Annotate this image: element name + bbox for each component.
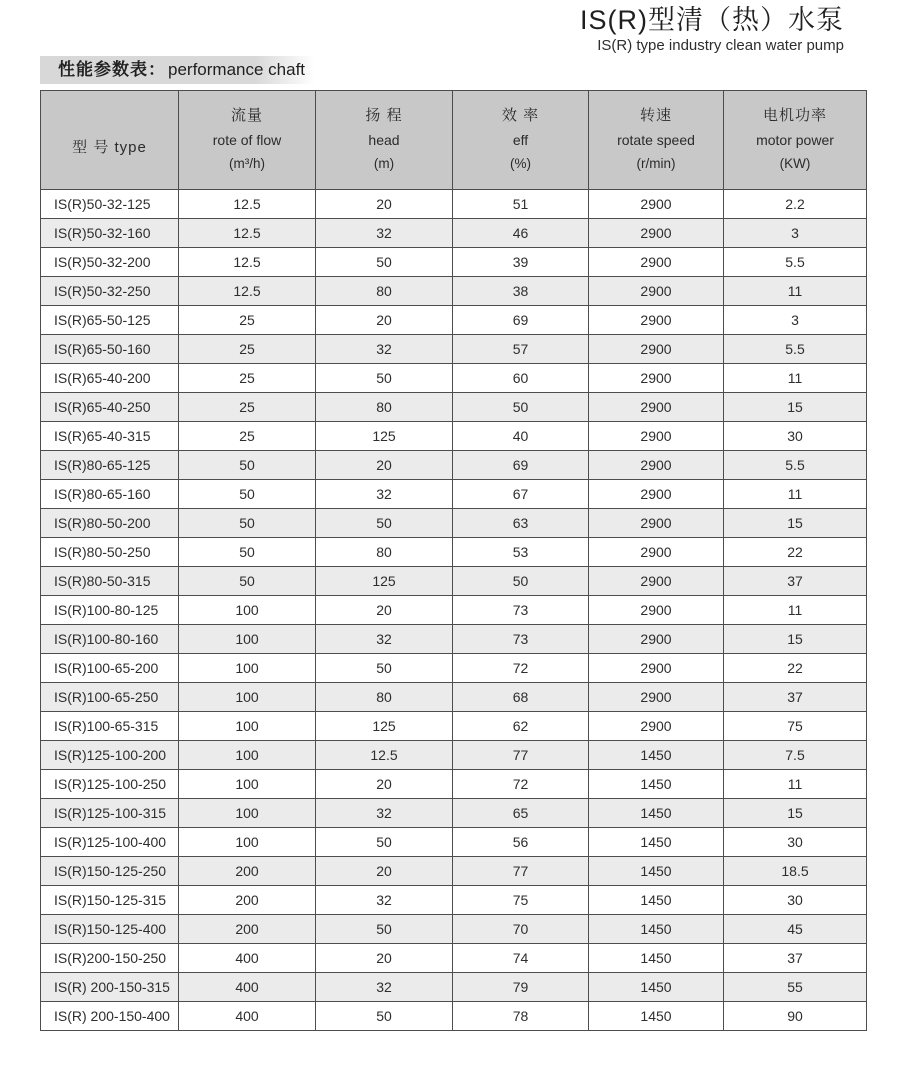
column-header — [724, 91, 867, 190]
model-cell: IS(R)150-125-400 — [41, 915, 179, 944]
value-cell: 75 — [453, 886, 589, 915]
value-cell: 50 — [316, 915, 453, 944]
table-row — [41, 596, 867, 625]
value-cell: 30 — [724, 886, 867, 915]
value-cell: 2900 — [589, 683, 724, 712]
value-cell: 2900 — [589, 335, 724, 364]
value-cell: 1450 — [589, 770, 724, 799]
value-cell: 400 — [179, 1002, 316, 1031]
value-cell: 1450 — [589, 973, 724, 1002]
value-cell: 3 — [724, 306, 867, 335]
value-cell: 15 — [724, 393, 867, 422]
value-cell: 11 — [724, 277, 867, 306]
value-cell: 2900 — [589, 538, 724, 567]
performance-table — [40, 90, 867, 1031]
value-cell: 5.5 — [724, 335, 867, 364]
column-header-line: 电机功率 — [762, 107, 827, 124]
model-cell: IS(R)50-32-250 — [41, 277, 179, 306]
section-label-en: performance chaft — [168, 60, 306, 79]
value-cell: 38 — [453, 277, 589, 306]
value-cell: 2.2 — [724, 190, 867, 219]
value-cell: 20 — [316, 944, 453, 973]
table-row — [41, 828, 867, 857]
value-cell: 12.5 — [179, 190, 316, 219]
value-cell: 100 — [179, 828, 316, 857]
value-cell: 5.5 — [724, 248, 867, 277]
table-row — [41, 799, 867, 828]
value-cell: 53 — [453, 538, 589, 567]
value-cell: 15 — [724, 625, 867, 654]
page-title: IS(R)型清（热）水泵 — [580, 5, 844, 35]
table-row — [41, 480, 867, 509]
column-header-line: motor power — [756, 132, 834, 148]
value-cell: 32 — [316, 886, 453, 915]
value-cell: 12.5 — [179, 277, 316, 306]
column-header — [179, 91, 316, 190]
value-cell: 25 — [179, 364, 316, 393]
value-cell: 50 — [316, 364, 453, 393]
table-row — [41, 451, 867, 480]
value-cell: 69 — [453, 306, 589, 335]
value-cell: 22 — [724, 538, 867, 567]
model-cell: IS(R)65-40-250 — [41, 393, 179, 422]
column-header-line: rotate speed — [617, 132, 695, 148]
value-cell: 11 — [724, 364, 867, 393]
value-cell: 30 — [724, 422, 867, 451]
value-cell: 50 — [316, 1002, 453, 1031]
value-cell: 2900 — [589, 422, 724, 451]
value-cell: 74 — [453, 944, 589, 973]
value-cell: 30 — [724, 828, 867, 857]
value-cell: 50 — [316, 828, 453, 857]
value-cell: 200 — [179, 857, 316, 886]
model-cell: IS(R)125-100-315 — [41, 799, 179, 828]
value-cell: 2900 — [589, 393, 724, 422]
model-cell: IS(R)80-50-200 — [41, 509, 179, 538]
value-cell: 2900 — [589, 480, 724, 509]
model-cell: IS(R)100-65-200 — [41, 654, 179, 683]
table-row — [41, 886, 867, 915]
table-header — [41, 91, 867, 190]
table-row — [41, 393, 867, 422]
value-cell: 25 — [179, 306, 316, 335]
table-row — [41, 770, 867, 799]
model-cell: IS(R)50-32-160 — [41, 219, 179, 248]
column-header — [453, 91, 589, 190]
table-row — [41, 712, 867, 741]
value-cell: 68 — [453, 683, 589, 712]
value-cell: 80 — [316, 393, 453, 422]
value-cell: 1450 — [589, 857, 724, 886]
table-row — [41, 944, 867, 973]
table-row — [41, 509, 867, 538]
value-cell: 12.5 — [179, 248, 316, 277]
value-cell: 90 — [724, 1002, 867, 1031]
model-cell: IS(R)100-65-250 — [41, 683, 179, 712]
value-cell: 2900 — [589, 190, 724, 219]
value-cell: 100 — [179, 683, 316, 712]
value-cell: 12.5 — [179, 219, 316, 248]
value-cell: 2900 — [589, 567, 724, 596]
column-header-line: (m) — [373, 156, 395, 171]
model-cell: IS(R)125-100-400 — [41, 828, 179, 857]
value-cell: 50 — [453, 567, 589, 596]
table-row — [41, 683, 867, 712]
page-header — [580, 5, 844, 55]
value-cell: 2900 — [589, 248, 724, 277]
table-row — [41, 915, 867, 944]
model-cell: IS(R) 200-150-315 — [41, 973, 179, 1002]
model-cell: IS(R)100-80-160 — [41, 625, 179, 654]
value-cell: 11 — [724, 770, 867, 799]
value-cell: 79 — [453, 973, 589, 1002]
value-cell: 7.5 — [724, 741, 867, 770]
value-cell: 55 — [724, 973, 867, 1002]
table-row — [41, 364, 867, 393]
value-cell: 125 — [316, 712, 453, 741]
model-cell: IS(R)65-40-315 — [41, 422, 179, 451]
value-cell: 3 — [724, 219, 867, 248]
value-cell: 67 — [453, 480, 589, 509]
value-cell: 32 — [316, 480, 453, 509]
model-cell: IS(R)80-65-125 — [41, 451, 179, 480]
value-cell: 57 — [453, 335, 589, 364]
value-cell: 1450 — [589, 886, 724, 915]
value-cell: 70 — [453, 915, 589, 944]
table-row — [41, 335, 867, 364]
value-cell: 20 — [316, 857, 453, 886]
value-cell: 51 — [453, 190, 589, 219]
model-cell: IS(R)200-150-250 — [41, 944, 179, 973]
value-cell: 20 — [316, 190, 453, 219]
value-cell: 1450 — [589, 741, 724, 770]
value-cell: 60 — [453, 364, 589, 393]
table-row — [41, 277, 867, 306]
value-cell: 200 — [179, 915, 316, 944]
value-cell: 32 — [316, 335, 453, 364]
model-cell: IS(R)65-50-125 — [41, 306, 179, 335]
value-cell: 50 — [179, 509, 316, 538]
table-row — [41, 219, 867, 248]
model-cell: IS(R)50-32-200 — [41, 248, 179, 277]
model-cell: IS(R)125-100-250 — [41, 770, 179, 799]
value-cell: 100 — [179, 654, 316, 683]
table-row — [41, 625, 867, 654]
model-cell: IS(R)65-40-200 — [41, 364, 179, 393]
value-cell: 5.5 — [724, 451, 867, 480]
model-cell: IS(R)150-125-250 — [41, 857, 179, 886]
value-cell: 37 — [724, 683, 867, 712]
value-cell: 50 — [179, 480, 316, 509]
value-cell: 15 — [724, 509, 867, 538]
value-cell: 40 — [453, 422, 589, 451]
value-cell: 50 — [179, 451, 316, 480]
value-cell: 2900 — [589, 596, 724, 625]
value-cell: 56 — [453, 828, 589, 857]
value-cell: 39 — [453, 248, 589, 277]
value-cell: 22 — [724, 654, 867, 683]
value-cell: 32 — [316, 219, 453, 248]
value-cell: 62 — [453, 712, 589, 741]
value-cell: 11 — [724, 480, 867, 509]
value-cell: 50 — [179, 538, 316, 567]
value-cell: 50 — [316, 248, 453, 277]
value-cell: 2900 — [589, 712, 724, 741]
table-row — [41, 248, 867, 277]
value-cell: 20 — [316, 596, 453, 625]
value-cell: 2900 — [589, 625, 724, 654]
value-cell: 50 — [316, 654, 453, 683]
value-cell: 125 — [316, 567, 453, 596]
value-cell: 78 — [453, 1002, 589, 1031]
column-header-line: rote of flow — [212, 132, 282, 148]
value-cell: 80 — [316, 538, 453, 567]
model-cell: IS(R)80-50-250 — [41, 538, 179, 567]
value-cell: 80 — [316, 683, 453, 712]
value-cell: 1450 — [589, 1002, 724, 1031]
column-header — [41, 91, 179, 190]
value-cell: 200 — [179, 886, 316, 915]
column-header-line: eff — [512, 132, 529, 148]
value-cell: 100 — [179, 741, 316, 770]
column-header — [589, 91, 724, 190]
table-body — [41, 190, 867, 1031]
model-cell: IS(R)50-32-125 — [41, 190, 179, 219]
column-header-line: 流量 — [230, 107, 263, 124]
section-label-zh: 性能参数表： — [58, 60, 166, 79]
value-cell: 77 — [453, 857, 589, 886]
value-cell: 100 — [179, 799, 316, 828]
column-header-line: head — [368, 132, 400, 148]
value-cell: 69 — [453, 451, 589, 480]
value-cell: 2900 — [589, 277, 724, 306]
model-cell: IS(R)150-125-315 — [41, 886, 179, 915]
value-cell: 25 — [179, 393, 316, 422]
value-cell: 11 — [724, 596, 867, 625]
column-header-line: 效 率 — [501, 107, 540, 124]
model-cell: IS(R)125-100-200 — [41, 741, 179, 770]
column-header-line: (m³/h) — [229, 156, 265, 171]
value-cell: 100 — [179, 770, 316, 799]
value-cell: 2900 — [589, 451, 724, 480]
table-row — [41, 422, 867, 451]
table-row — [41, 190, 867, 219]
column-header — [316, 91, 453, 190]
table-row — [41, 857, 867, 886]
column-header-line: 型 号 type — [72, 139, 147, 156]
value-cell: 50 — [179, 567, 316, 596]
value-cell: 50 — [316, 509, 453, 538]
table-row — [41, 538, 867, 567]
column-header-line: 扬 程 — [365, 107, 403, 124]
column-header-line: (%) — [510, 156, 531, 171]
value-cell: 2900 — [589, 219, 724, 248]
value-cell: 1450 — [589, 944, 724, 973]
table-row — [41, 567, 867, 596]
value-cell: 46 — [453, 219, 589, 248]
value-cell: 73 — [453, 625, 589, 654]
value-cell: 50 — [453, 393, 589, 422]
value-cell: 25 — [179, 335, 316, 364]
value-cell: 100 — [179, 596, 316, 625]
value-cell: 80 — [316, 277, 453, 306]
value-cell: 100 — [179, 625, 316, 654]
value-cell: 72 — [453, 770, 589, 799]
value-cell: 2900 — [589, 306, 724, 335]
value-cell: 400 — [179, 973, 316, 1002]
value-cell: 2900 — [589, 509, 724, 538]
value-cell: 20 — [316, 451, 453, 480]
model-cell: IS(R)65-50-160 — [41, 335, 179, 364]
table-row — [41, 654, 867, 683]
value-cell: 15 — [724, 799, 867, 828]
section-header — [40, 56, 315, 84]
column-header-line: 转速 — [639, 107, 672, 124]
value-cell: 32 — [316, 799, 453, 828]
value-cell: 125 — [316, 422, 453, 451]
value-cell: 1450 — [589, 828, 724, 857]
page-subtitle: IS(R) type industry clean water pump — [597, 37, 844, 54]
model-cell: IS(R)100-80-125 — [41, 596, 179, 625]
column-header-line: (KW) — [779, 156, 811, 171]
table-header-row — [41, 91, 867, 190]
table-row — [41, 1002, 867, 1031]
value-cell: 1450 — [589, 799, 724, 828]
value-cell: 20 — [316, 770, 453, 799]
model-cell: IS(R)80-65-160 — [41, 480, 179, 509]
value-cell: 2900 — [589, 364, 724, 393]
value-cell: 20 — [316, 306, 453, 335]
value-cell: 32 — [316, 625, 453, 654]
value-cell: 45 — [724, 915, 867, 944]
value-cell: 1450 — [589, 915, 724, 944]
value-cell: 63 — [453, 509, 589, 538]
value-cell: 2900 — [589, 654, 724, 683]
table-row — [41, 306, 867, 335]
value-cell: 37 — [724, 944, 867, 973]
value-cell: 73 — [453, 596, 589, 625]
value-cell: 18.5 — [724, 857, 867, 886]
table-row — [41, 741, 867, 770]
value-cell: 12.5 — [316, 741, 453, 770]
value-cell: 65 — [453, 799, 589, 828]
value-cell: 72 — [453, 654, 589, 683]
value-cell: 400 — [179, 944, 316, 973]
value-cell: 77 — [453, 741, 589, 770]
model-cell: IS(R)80-50-315 — [41, 567, 179, 596]
value-cell: 32 — [316, 973, 453, 1002]
column-header-line: (r/min) — [636, 156, 676, 171]
value-cell: 100 — [179, 712, 316, 741]
table-row — [41, 973, 867, 1002]
value-cell: 75 — [724, 712, 867, 741]
value-cell: 25 — [179, 422, 316, 451]
value-cell: 37 — [724, 567, 867, 596]
model-cell: IS(R)100-65-315 — [41, 712, 179, 741]
model-cell: IS(R) 200-150-400 — [41, 1002, 179, 1031]
